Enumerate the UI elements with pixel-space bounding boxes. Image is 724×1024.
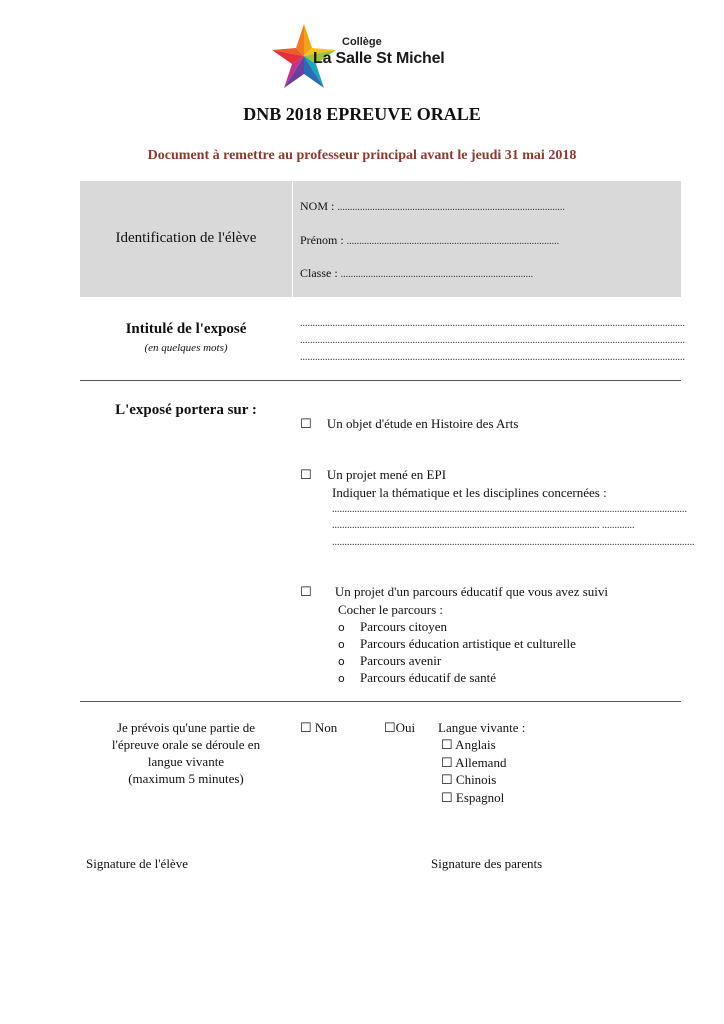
checkbox-allemand[interactable]: ☐ Allemand	[441, 755, 507, 770]
expose-label: L'exposé portera sur :	[115, 402, 257, 418]
nom-dots: ...........................................................................................	[337, 202, 565, 213]
langue-question-line: l'épreuve orale se déroule en	[111, 737, 261, 752]
page-subtitle: Document à remettre au professeur principal avant le jeudi 31 mai 2018	[147, 148, 577, 163]
page-title: DNB 2018 EPREUVE ORALE	[243, 104, 481, 124]
parcours-item[interactable]	[338, 619, 447, 635]
bullet-icon: o	[338, 621, 345, 634]
identification-label: Identification de l'élève	[115, 230, 257, 246]
classe-field[interactable]	[300, 266, 533, 281]
option-epi[interactable]	[300, 467, 446, 483]
parcours-item[interactable]	[338, 636, 576, 652]
option-histoire-arts[interactable]	[300, 416, 518, 432]
langue-question-line: langue vivante	[147, 754, 225, 769]
intitule-label: Intitulé de l'exposé	[125, 321, 247, 337]
checkbox-espagnol[interactable]: ☐ Espagnol	[441, 790, 505, 805]
checkbox-anglais[interactable]: ☐ Anglais	[441, 737, 496, 752]
langue-question-line: (maximum 5 minutes)	[128, 771, 244, 786]
prenom-label: Prénom :	[300, 233, 347, 247]
intitule-line[interactable]: ..........................................................................................................................................................	[300, 335, 685, 346]
nom-field[interactable]	[300, 199, 565, 214]
checkbox-chinois[interactable]: ☐ Chinois	[441, 772, 497, 787]
bullet-icon: o	[338, 638, 345, 651]
checkbox-icon[interactable]: ☐	[300, 417, 312, 432]
classe-dots: .............................................................................	[340, 269, 534, 280]
bullet-icon: o	[338, 672, 345, 685]
option-epi-label: Un projet mené en EPI	[326, 467, 447, 482]
option-histoire-arts-label: Un objet d'étude en Histoire des Arts	[326, 416, 519, 431]
logo-college-text: Collège	[342, 36, 382, 48]
intitule-sublabel: (en quelques mots)	[144, 342, 228, 354]
parcours-item[interactable]	[338, 653, 441, 669]
option-parcours[interactable]	[300, 584, 608, 600]
epi-instruction: Indiquer la thématique et les disciplines concernées :	[332, 485, 607, 500]
parcours-item-label: Parcours éducatif de santé	[359, 670, 497, 685]
intitule-line[interactable]: ..........................................................................................................................................................	[300, 318, 685, 329]
checkbox-oui[interactable]: ☐Oui	[384, 720, 416, 735]
logo-name-text: La Salle St Michel	[313, 50, 445, 67]
epi-line[interactable]: .................................................................................................................................................	[332, 537, 695, 548]
intitule-line[interactable]: ..........................................................................................................................................................	[300, 352, 685, 363]
parcours-instruction: Cocher le parcours :	[338, 602, 444, 617]
parcours-item-label: Parcours citoyen	[359, 619, 447, 634]
bullet-icon: o	[338, 655, 345, 668]
langue-question	[80, 719, 292, 787]
section-divider	[80, 701, 681, 702]
checkbox-icon[interactable]: ☐	[300, 585, 312, 600]
signature-eleve-label: Signature de l'élève	[86, 856, 188, 871]
classe-label: Classe :	[300, 266, 341, 280]
langue-question-line: Je prévois qu'une partie de	[116, 720, 256, 735]
signature-parents-label: Signature des parents	[431, 856, 543, 871]
checkbox-icon[interactable]: ☐	[300, 468, 312, 483]
prenom-field[interactable]	[300, 233, 559, 248]
option-parcours-label: Un projet d'un parcours éducatif que vous avez suivi	[334, 584, 609, 599]
parcours-item-label: Parcours éducation artistique et culturelle	[359, 636, 576, 651]
prenom-dots: .....................................................................................	[346, 236, 560, 247]
epi-line[interactable]: ........................................................................................................... .............	[332, 520, 635, 531]
epi-line[interactable]: ..............................................................................................................................................	[332, 504, 687, 515]
checkbox-non[interactable]: ☐ Non	[300, 720, 338, 735]
parcours-item-label: Parcours avenir	[359, 653, 442, 668]
identification-divider	[292, 181, 293, 297]
section-divider	[80, 380, 681, 381]
nom-label: NOM :	[300, 199, 338, 213]
parcours-item[interactable]	[338, 670, 496, 686]
langue-vivante-label: Langue vivante :	[438, 720, 526, 735]
